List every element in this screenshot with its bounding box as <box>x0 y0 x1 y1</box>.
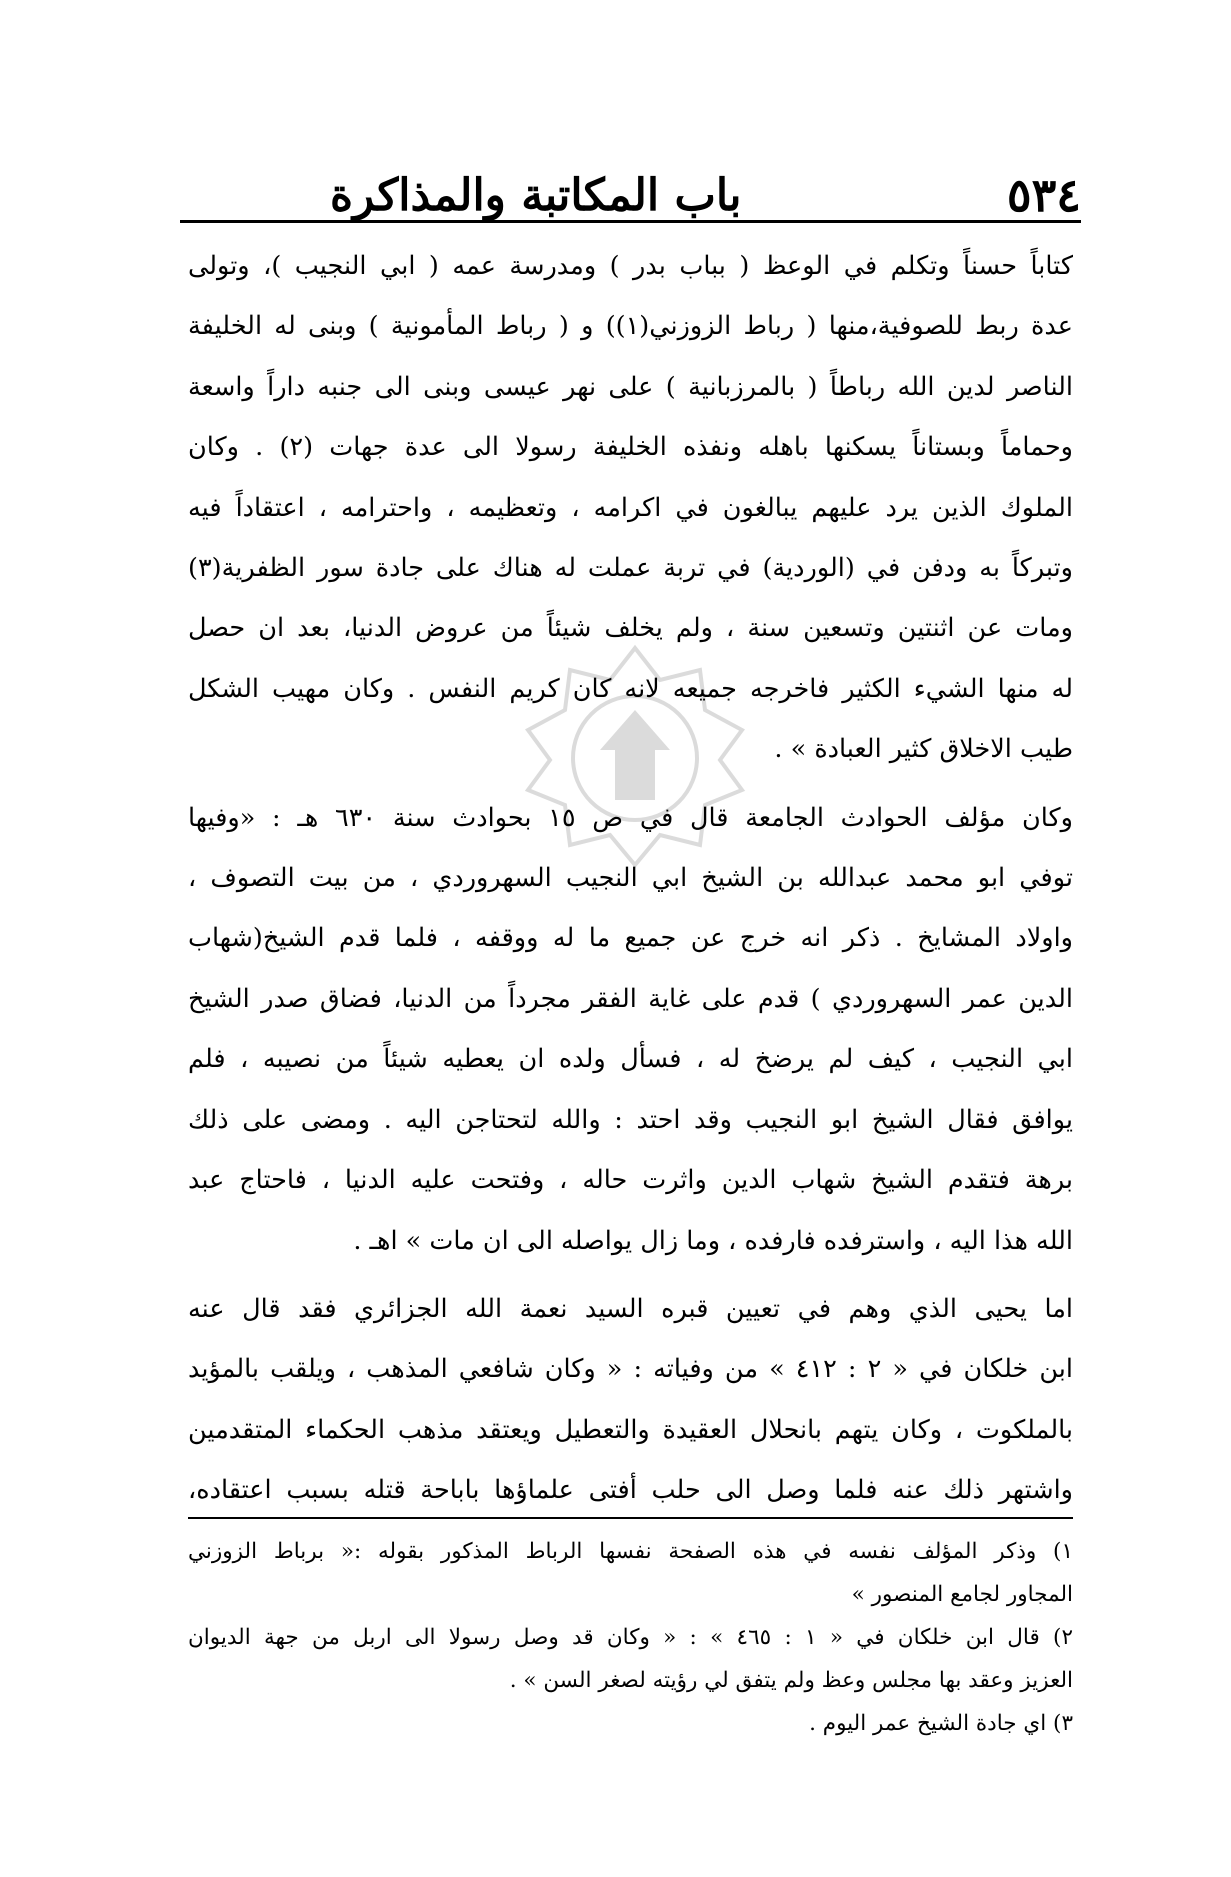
text-line: برهة فتقدم الشيخ شهاب الدين واثرت حاله ، وفتحت عليه الدنيا ، فاحتاج عبد <box>188 1165 1073 1196</box>
text-line: واولاد المشايخ . ذكر انه خرج عن جميع ما له ووقفه ، فلما قدم الشيخ(شهاب <box>188 923 1073 954</box>
text-line: الملوك الذين يرد عليهم يبالغون في اكرامه ، وتعظيمه ، واحترامه ، اعتقاداً فيه <box>188 492 1073 523</box>
text-line: وتبركاً به ودفن في (الوردية) في تربة عملت له هناك على جادة سور الظفرية(٣) <box>188 553 1073 584</box>
text-line: توفي ابو محمد عبدالله بن الشيخ ابي النجيب السهروردي ، من بيت التصوف ، <box>188 863 1073 894</box>
text-line: طيب الاخلاق كثير العبادة » . <box>774 734 1073 765</box>
text-line: الله هذا اليه ، واسترفده فارفده ، وما زال يواصله الى ان مات » اهـ . <box>353 1225 1073 1256</box>
paragraph-gap <box>188 780 1073 788</box>
footnotes <box>188 1530 1073 1745</box>
header-rule <box>180 220 1081 223</box>
paragraph-1 <box>188 236 1073 780</box>
text-line: ابي النجيب ، كيف لم يرضخ له ، فسأل ولده ان يعطيه شيئاً من نصيبه ، فلم <box>188 1044 1073 1075</box>
paragraph-2 <box>188 788 1073 1271</box>
footnote-line: العزيز وعقد بها مجلس وعظ ولم يتفق لي رؤيته لصغر السن » . <box>509 1668 1073 1693</box>
page-number: ٥٣٤ <box>1006 168 1081 222</box>
text-line: الناصر لدين الله رباطاً ( بالمرزبانية ) على نهر عيسى وبنى الى جنبه داراً واسعة <box>188 371 1073 402</box>
text-line: وكان مؤلف الحوادث الجامعة قال في ص ١٥ بحوادث سنة ٦٣٠ هـ : «وفيها <box>188 802 1073 833</box>
text-line: واشتهر ذلك عنه فلما وصل الى حلب أفتى علماؤها باباحة قتله بسبب اعتقاده، <box>188 1475 1073 1506</box>
paragraph-3 <box>188 1279 1073 1521</box>
page-header <box>180 148 1081 222</box>
text-line: بالملكوت ، وكان يتهم بانحلال العقيدة والتعطيل ويعتقد مذهب الحكماء المتقدمين <box>188 1414 1073 1445</box>
text-line: كتاباً حسناً وتكلم في الوعظ ( بباب بدر ) ومدرسة عمه ( ابي النجيب )، وتولى <box>188 251 1073 281</box>
footnote-2 <box>188 1616 1073 1702</box>
text-line: له منها الشيء الكثير فاخرجه جميعه لانه كان كريم النفس . وكان مهيب الشكل <box>188 673 1073 704</box>
footnote-rule <box>188 1517 1073 1519</box>
footnote-line: ٣) اي جادة الشيخ عمر اليوم . <box>809 1711 1073 1736</box>
footnote-3 <box>188 1702 1073 1745</box>
paragraph-gap <box>188 1271 1073 1279</box>
body-text <box>188 236 1073 1521</box>
text-line: عدة ربط للصوفية،منها ( رباط الزوزني(١)) و ( رباط المأمونية ) وبنى له الخليفة <box>188 311 1073 342</box>
text-line: ابن خلكان في « ٢ : ٤١٢ » من وفياته : « وكان شافعي المذهب ، ويلقب بالمؤيد <box>188 1354 1073 1385</box>
footnote-line: ٢) قال ابن خلكان في « ١ : ٤٦٥ » : « وكان قد وصل رسولا الى اربل من جهة الديوان <box>188 1625 1073 1650</box>
text-line: الدين عمر السهروردي ) قدم على غاية الفقر مجرداً من الدنيا، فضاق صدر الشيخ <box>188 983 1073 1014</box>
footnote-line: المجاور لجامع المنصور » <box>851 1582 1073 1607</box>
text-line: ومات عن اثنتين وتسعين سنة ، ولم يخلف شيئاً من عروض الدنيا، بعد ان حصل <box>188 613 1073 644</box>
footnote-1 <box>188 1530 1073 1616</box>
text-line: اما يحيى الذي وهم في تعيين قبره السيد نعمة الله الجزائري فقد قال عنه <box>188 1293 1073 1324</box>
running-title: باب المكاتبة والمذاكرة <box>330 170 742 221</box>
footnote-line: ١) وذكر المؤلف نفسه في هذه الصفحة نفسها الرباط المذكور بقوله :« برباط الزوزني <box>188 1539 1073 1564</box>
text-line: وحماماً وبستاناً يسكنها باهله ونفذه الخليفة رسولا الى عدة جهات (٢) . وكان <box>188 432 1073 463</box>
text-line: يوافق فقال الشيخ ابو النجيب وقد احتد : والله لتحتاجن اليه . ومضى على ذلك <box>188 1104 1073 1135</box>
